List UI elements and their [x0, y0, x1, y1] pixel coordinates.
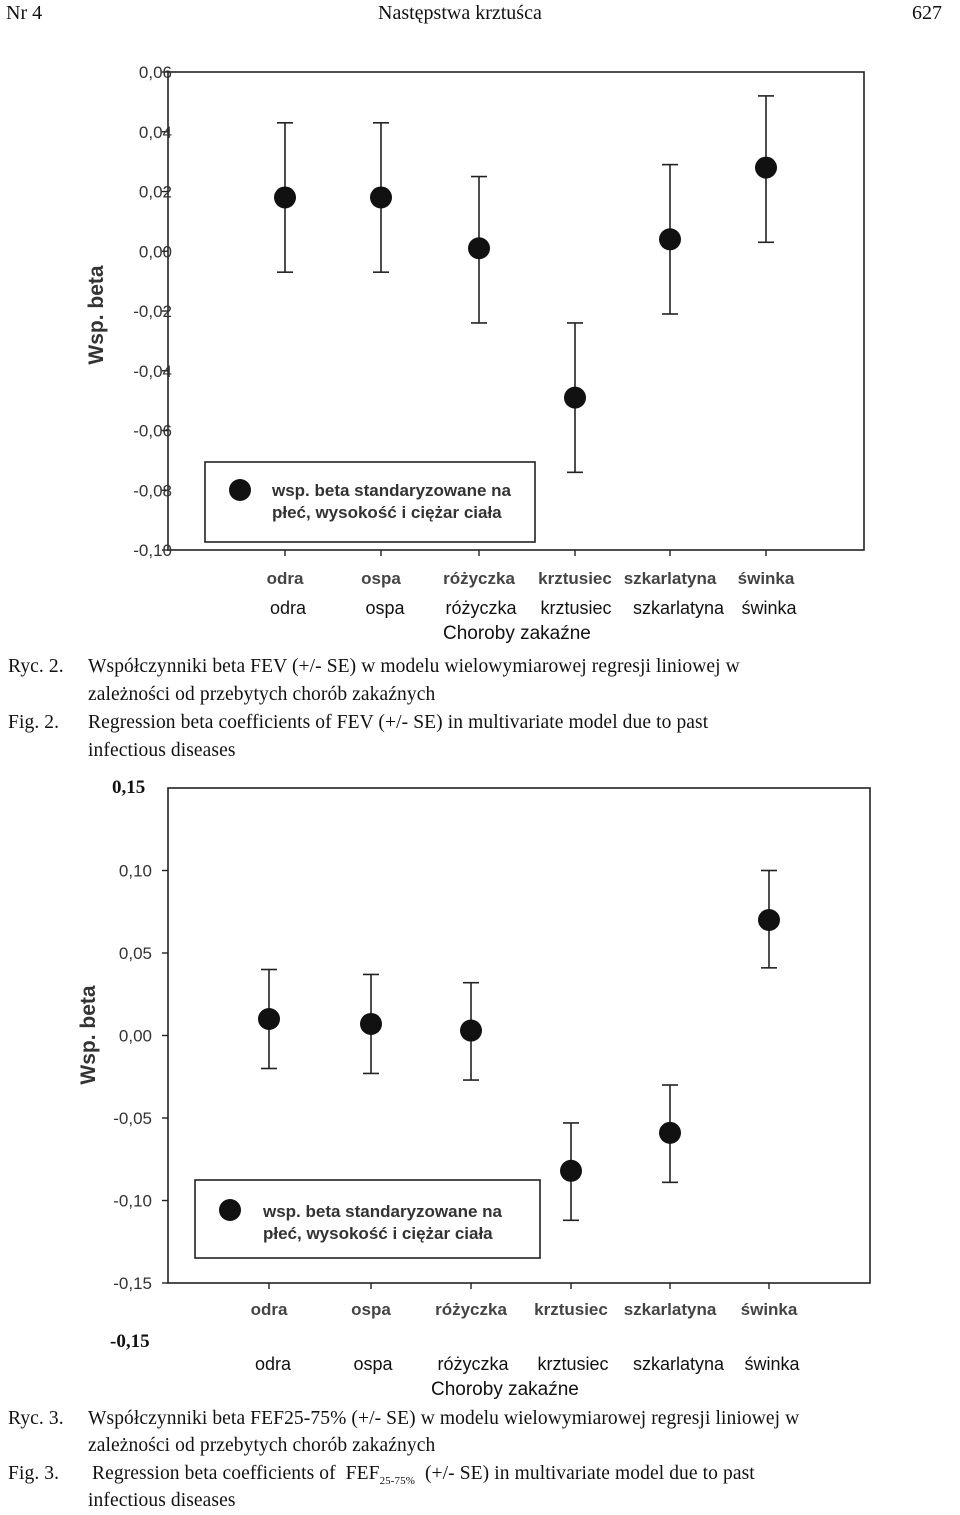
- x-category-label-outer: krztusiec: [540, 598, 612, 618]
- y-tick-label: -0,06: [133, 421, 172, 441]
- x-category-label: odra: [266, 569, 304, 588]
- y-tick-label: -0,10: [113, 1191, 152, 1211]
- figure-2-caption-english: [8, 709, 956, 737]
- y-tick-label: -0,05: [113, 1109, 152, 1128]
- x-category-label: świnka: [737, 569, 795, 588]
- x-category-label-outer: odra: [254, 1354, 292, 1374]
- legend-label-line1: wsp. beta standaryzowane na: [272, 481, 512, 500]
- data-point: [460, 1020, 482, 1042]
- data-point: [564, 387, 586, 409]
- data-point: [370, 186, 392, 208]
- x-category-label-outer: różyczka: [437, 1354, 509, 1374]
- caption-label: Ryc. 2.: [8, 656, 64, 677]
- x-category-label-outer: ospa: [365, 598, 405, 618]
- y-axis-title: Wsp. beta: [77, 985, 100, 1085]
- legend-label-line2: płeć, wysokość i ciężar ciała: [263, 1224, 493, 1243]
- x-category-label-outer: świnka: [744, 1354, 800, 1374]
- figure-2-caption-polish-line2: zależności od przebytych chorób zakaźnych: [88, 684, 436, 705]
- data-point: [360, 1013, 382, 1035]
- y-tick-label: 0,05: [118, 944, 152, 963]
- caption-text: Regression beta coefficients of FEV (+/- SE) in multivariate model due to past: [88, 712, 709, 733]
- y-tick-label: 0,06: [138, 63, 172, 82]
- figure-2-x-axis-title: Choroby zakaźne: [443, 623, 591, 644]
- x-category-label-outer: szkarlatyna: [633, 598, 725, 618]
- figure-2-caption-polish: [8, 653, 956, 681]
- y-tick-label: 0,10: [118, 861, 152, 881]
- data-point: [274, 186, 296, 208]
- y-tick-label: 0,02: [138, 182, 172, 202]
- x-category-label: szkarlatyna: [623, 1300, 717, 1319]
- x-category-label: ospa: [351, 1300, 391, 1319]
- figure-2-caption-english-line2: infectious diseases: [88, 740, 236, 761]
- y-tick-label: -0,04: [133, 361, 172, 381]
- legend-label-line1: wsp. beta standaryzowane na: [263, 1202, 503, 1221]
- x-category-label: krztusiec: [534, 1300, 608, 1319]
- caption-fef-subscript: 25-75%: [379, 1474, 415, 1487]
- data-point: [755, 157, 777, 179]
- x-category-label-outer: szkarlatyna: [633, 1354, 725, 1374]
- data-point: [258, 1008, 280, 1030]
- caption-fef: FEF: [345, 1463, 380, 1484]
- caption-text: (+/- SE) in multivariate model due to past: [424, 1463, 755, 1484]
- y-tick-label: -0,10: [133, 541, 172, 560]
- legend-marker: [219, 1199, 241, 1221]
- x-category-label: odra: [250, 1300, 288, 1319]
- x-category-label-outer: odra: [269, 598, 307, 618]
- x-category-label: szkarlatyna: [623, 569, 717, 588]
- caption-label: Ryc. 3.: [8, 1408, 64, 1429]
- caption-text: Współczynniki beta FEF25-75% (+/- SE) w modelu wielowymiarowej regresji liniowej w: [88, 1408, 800, 1429]
- x-category-label: różyczka: [443, 569, 515, 588]
- y-tick-label: 0,00: [138, 242, 172, 262]
- legend-label-line2: płeć, wysokość i ciężar ciała: [272, 503, 502, 522]
- y-tick-label: -0,15: [113, 1274, 152, 1293]
- caption-text: Współczynniki beta FEV (+/- SE) w modelu wielowymiarowej regresji liniowej w: [88, 656, 740, 677]
- x-category-label: krztusiec: [538, 569, 612, 588]
- figure-3-caption-polish: [8, 1405, 956, 1433]
- figure-3-chart: [0, 770, 960, 1340]
- x-category-label: ospa: [361, 569, 401, 588]
- data-point: [468, 237, 490, 259]
- y-tick-label: 0,00: [118, 1026, 152, 1046]
- data-point: [758, 909, 780, 931]
- figure-3-caption-english-line2: infectious diseases: [88, 1490, 236, 1511]
- y-tick-label: -0,02: [133, 302, 172, 321]
- x-category-label-outer: krztusiec: [537, 1354, 609, 1374]
- legend-marker: [229, 479, 251, 501]
- figure-2-chart: [0, 40, 960, 600]
- figure-3-caption-polish-line2: zależności od przebytych chorób zakaźnych: [88, 1435, 436, 1456]
- figure-3-x-axis-title: Choroby zakaźne: [431, 1379, 579, 1400]
- data-point: [659, 1122, 681, 1144]
- data-point: [560, 1160, 582, 1182]
- legend-box: [205, 462, 535, 542]
- x-category-label-outer: świnka: [741, 598, 797, 618]
- page-number: 627: [912, 2, 942, 24]
- y-axis-title: Wsp. beta: [85, 265, 108, 365]
- figure-3-bottom-label: -0,15: [110, 1331, 150, 1352]
- y-tick-label: 0,04: [138, 122, 172, 142]
- y-tick-label: -0,08: [133, 481, 172, 501]
- x-category-label-outer: różyczka: [445, 598, 517, 618]
- caption-text: Regression beta coefficients of: [92, 1463, 336, 1484]
- x-category-label-outer: ospa: [353, 1354, 393, 1374]
- journal-issue-number: Nr 4: [6, 2, 43, 24]
- figure-3-top-label: 0,15: [112, 777, 146, 798]
- caption-label: Fig. 3.: [8, 1463, 60, 1484]
- x-category-label: świnka: [740, 1300, 798, 1319]
- data-point: [659, 228, 681, 250]
- x-category-label: różyczka: [435, 1300, 507, 1319]
- caption-label: Fig. 2.: [8, 712, 60, 733]
- running-title: Następstwa krztuśca: [378, 2, 542, 24]
